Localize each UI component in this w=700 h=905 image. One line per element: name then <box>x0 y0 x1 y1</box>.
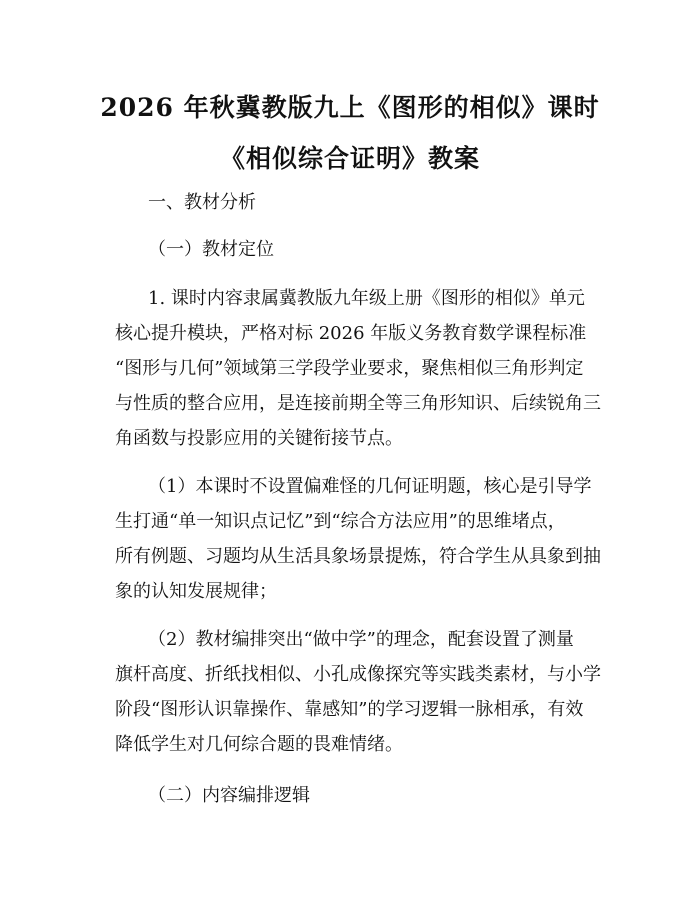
subsection-heading-content-arrangement-logic: （二）内容编排逻辑 <box>148 785 310 806</box>
document-title-line-2: 《相似综合证明》教案 <box>219 144 480 173</box>
paragraph-2-line-2: 生打通“单一知识点记忆”到“综合方法应用”的思维堵点， <box>115 511 566 532</box>
paragraph-1-line-5: 角函数与投影应用的关键衔接节点。 <box>115 428 403 449</box>
paragraph-1-line-2: 核心提升模块，严格对标 2026 年版义务教育数学课程标准 <box>115 323 587 344</box>
paragraph-3-line-1: （2）教材编排突出“做中学”的理念，配套设置了测量 <box>148 629 574 650</box>
paragraph-2-line-4: 象的认知发展规律； <box>115 581 277 602</box>
subsection-heading-material-positioning: （一）教材定位 <box>148 239 274 260</box>
paragraph-2-line-1: （1）本课时不设置偏难怪的几何证明题，核心是引导学 <box>148 476 592 497</box>
paragraph-1-line-1: 1. 课时内容隶属冀教版九年级上册《图形的相似》单元 <box>148 288 585 309</box>
paragraph-1-line-4: 与性质的整合应用，是连接前期全等三角形知识、后续锐角三 <box>115 393 601 414</box>
paragraph-3-line-3: 阶段“图形认识靠操作、靠感知”的学习逻辑一脉相承，有效 <box>115 699 584 720</box>
section-heading-teaching-material-analysis: 一、教材分析 <box>148 192 256 213</box>
paragraph-2-line-3: 所有例题、习题均从生活具象场景提炼，符合学生从具象到抽 <box>115 546 601 567</box>
document-title-line-1: 2026 年秋冀教版九上《图形的相似》课时 <box>100 93 600 122</box>
paragraph-3-line-2: 旗杆高度、折纸找相似、小孔成像探究等实践类素材，与小学 <box>115 664 601 685</box>
paragraph-1-line-3: “图形与几何”领域第三学段学业要求，聚焦相似三角形判定 <box>115 358 584 379</box>
paragraph-3-line-4: 降低学生对几何综合题的畏难情绪。 <box>115 734 403 755</box>
